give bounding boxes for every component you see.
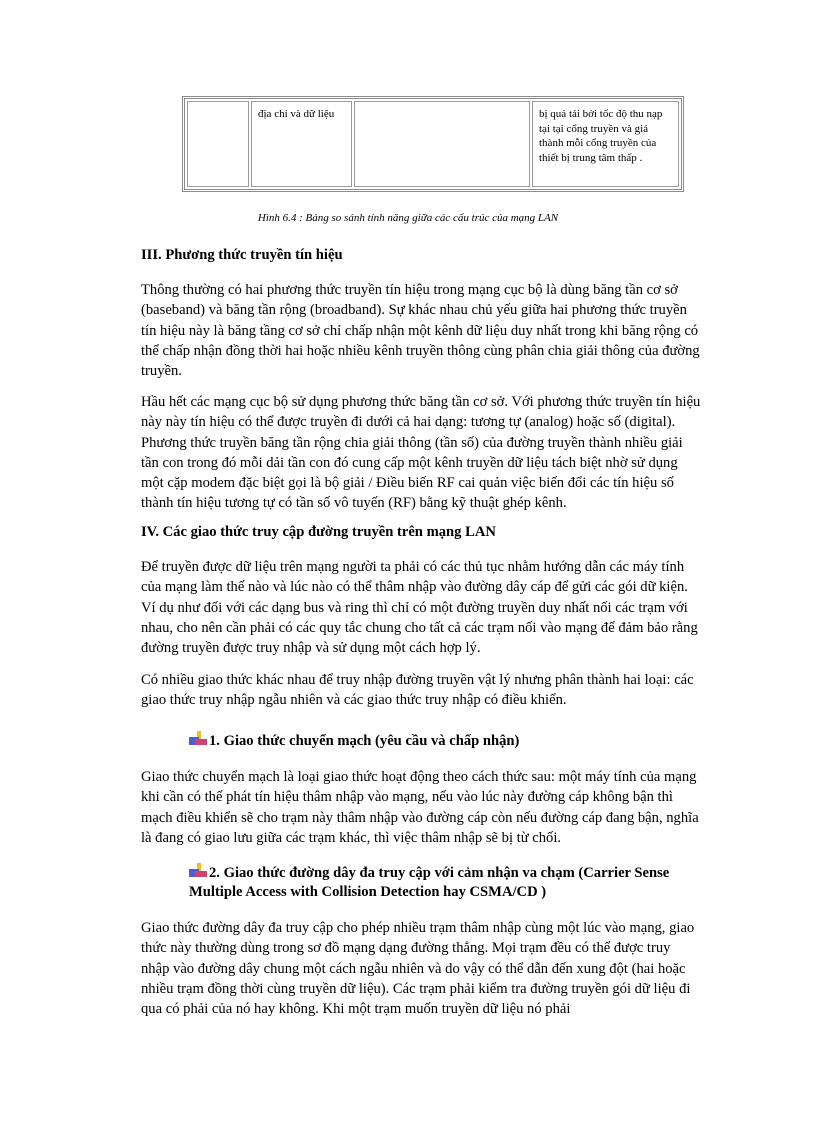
- bullet-pin-icon: [189, 863, 209, 879]
- figure-caption: Hình 6.4 : Bảng so sánh tính năng giữa các cấu trúc của mạng LAN: [257, 212, 559, 224]
- paragraph: Để truyền được dữ liệu trên mạng người ta phải có các thủ tục nhằm hướng dẫn các máy tính của mạng làm thế nào và lúc nào có thể thâm nhập vào đường dây cáp để gửi các gói dữ kiện. Ví dụ như đối với các dạng bus và ring thì chỉ có một đường truyền duy nhất nối các trạm với nhau, cho nên cần phải có các quy tắc chung cho tất cả các trạm nối vào mạng để đảm bảo rằng đường truyền được truy nhập và sử dụng một cách hợp lý.: [141, 559, 698, 657]
- bullet-pin-icon: [189, 731, 209, 747]
- table-cell: [354, 101, 530, 187]
- paragraph: Thông thường có hai phương thức truyền tín hiệu trong mạng cục bộ là dùng băng tần cơ sở (baseband) và băng tần rộng (broadband). Sự khác nhau chủ yếu giữa hai phương thức truyền tín hiệu này là băng tầng cơ sở chỉ chấp nhận một kênh dữ liệu duy nhất trong khi băng rộng có thể chấp nhận đồng thời hai hoặc nhiều kênh truyền thông cùng phân chia giải thông của đường truyền.: [141, 282, 700, 380]
- subsection-title: 1. Giao thức chuyển mạch (yêu cầu và chấp nhận): [209, 733, 520, 749]
- paragraph: Giao thức đường dây đa truy cập cho phép nhiều trạm thâm nhập cùng một lúc vào mạng, giao thức này thường dùng trong sơ đồ mạng dạng đường thẳng. Mọi trạm đều có thể được truy nhập vào đường dây chung một cách ngẫu nhiên và do vậy có thể dẫn đến xung đột (hai hoặc nhiều trạm đồng thời cùng truyền dữ liệu). Các trạm phải kiểm tra đường truyền gói dữ liệu đi qua có phải của nó hay không. Khi một trạm muốn truyền dữ liệu nó phải: [141, 920, 695, 1018]
- table-cell: địa chỉ và dữ liệu: [251, 101, 352, 187]
- table-cell: [187, 101, 249, 187]
- table-row: [187, 101, 679, 187]
- subsection-heading: [189, 863, 699, 902]
- paragraph: Có nhiều giao thức khác nhau để truy nhập đường truyền vật lý nhưng phân thành hai loại: các giao thức truy nhập ngẫu nhiên và các giao thức truy nhập có điều khiển.: [141, 672, 694, 709]
- subsection-heading: [189, 731, 699, 751]
- table-cell: bị quá tải bởi tốc độ thu nạp tại tại cổng truyền và giá thành mỗi cổng truyền của thiết bị trung tâm thấp .: [532, 101, 679, 187]
- comparison-table: [182, 96, 684, 192]
- paragraph: Hầu hết các mạng cục bộ sử dụng phương thức băng tần cơ sở. Với phương thức truyền tín hiệu này này tín hiệu có thể được truyền đi dưới cả hai dạng: tương tự (analog) hoặc số (digital). Phương thức truyền băng tần rộng chia giải thông (tần số) của đường truyền thành nhiều giải tần con trong đó mỗi dải tần con đó cung cấp một kênh truyền dữ liệu tách biệt nhờ sử dụng một cặp modem đặc biệt gọi là bộ giải / Điều biến RF cai quản việc biến đổi các tín hiệu số thành tín hiệu tương tự có tần số vô tuyến (RF) bằng kỹ thuật ghép kênh.: [141, 394, 701, 512]
- paragraph: Giao thức chuyển mạch là loại giao thức hoạt động theo cách thức sau: một máy tính của mạng khi cần có thể phát tín hiệu thâm nhập vào mạng, nếu vào lúc này đường cáp không bận thì mạch điều khiển sẽ cho trạm này thâm nhập vào đường cáp còn nếu đường cáp đang bận, nghĩa là đang có giao lưu giữa các trạm khác, thì việc thâm nhập sẽ bị từ chối.: [141, 769, 699, 846]
- subsection-title: 2. Giao thức đường dây đa truy cập với cảm nhận va chạm (Carrier Sense Multiple Access with Collision Detection hay CSMA/CD ): [189, 865, 670, 900]
- section-heading: IV. Các giao thức truy cập đường truyền trên mạng LAN: [141, 524, 496, 540]
- section-heading: III. Phương thức truyền tín hiệu: [141, 247, 343, 263]
